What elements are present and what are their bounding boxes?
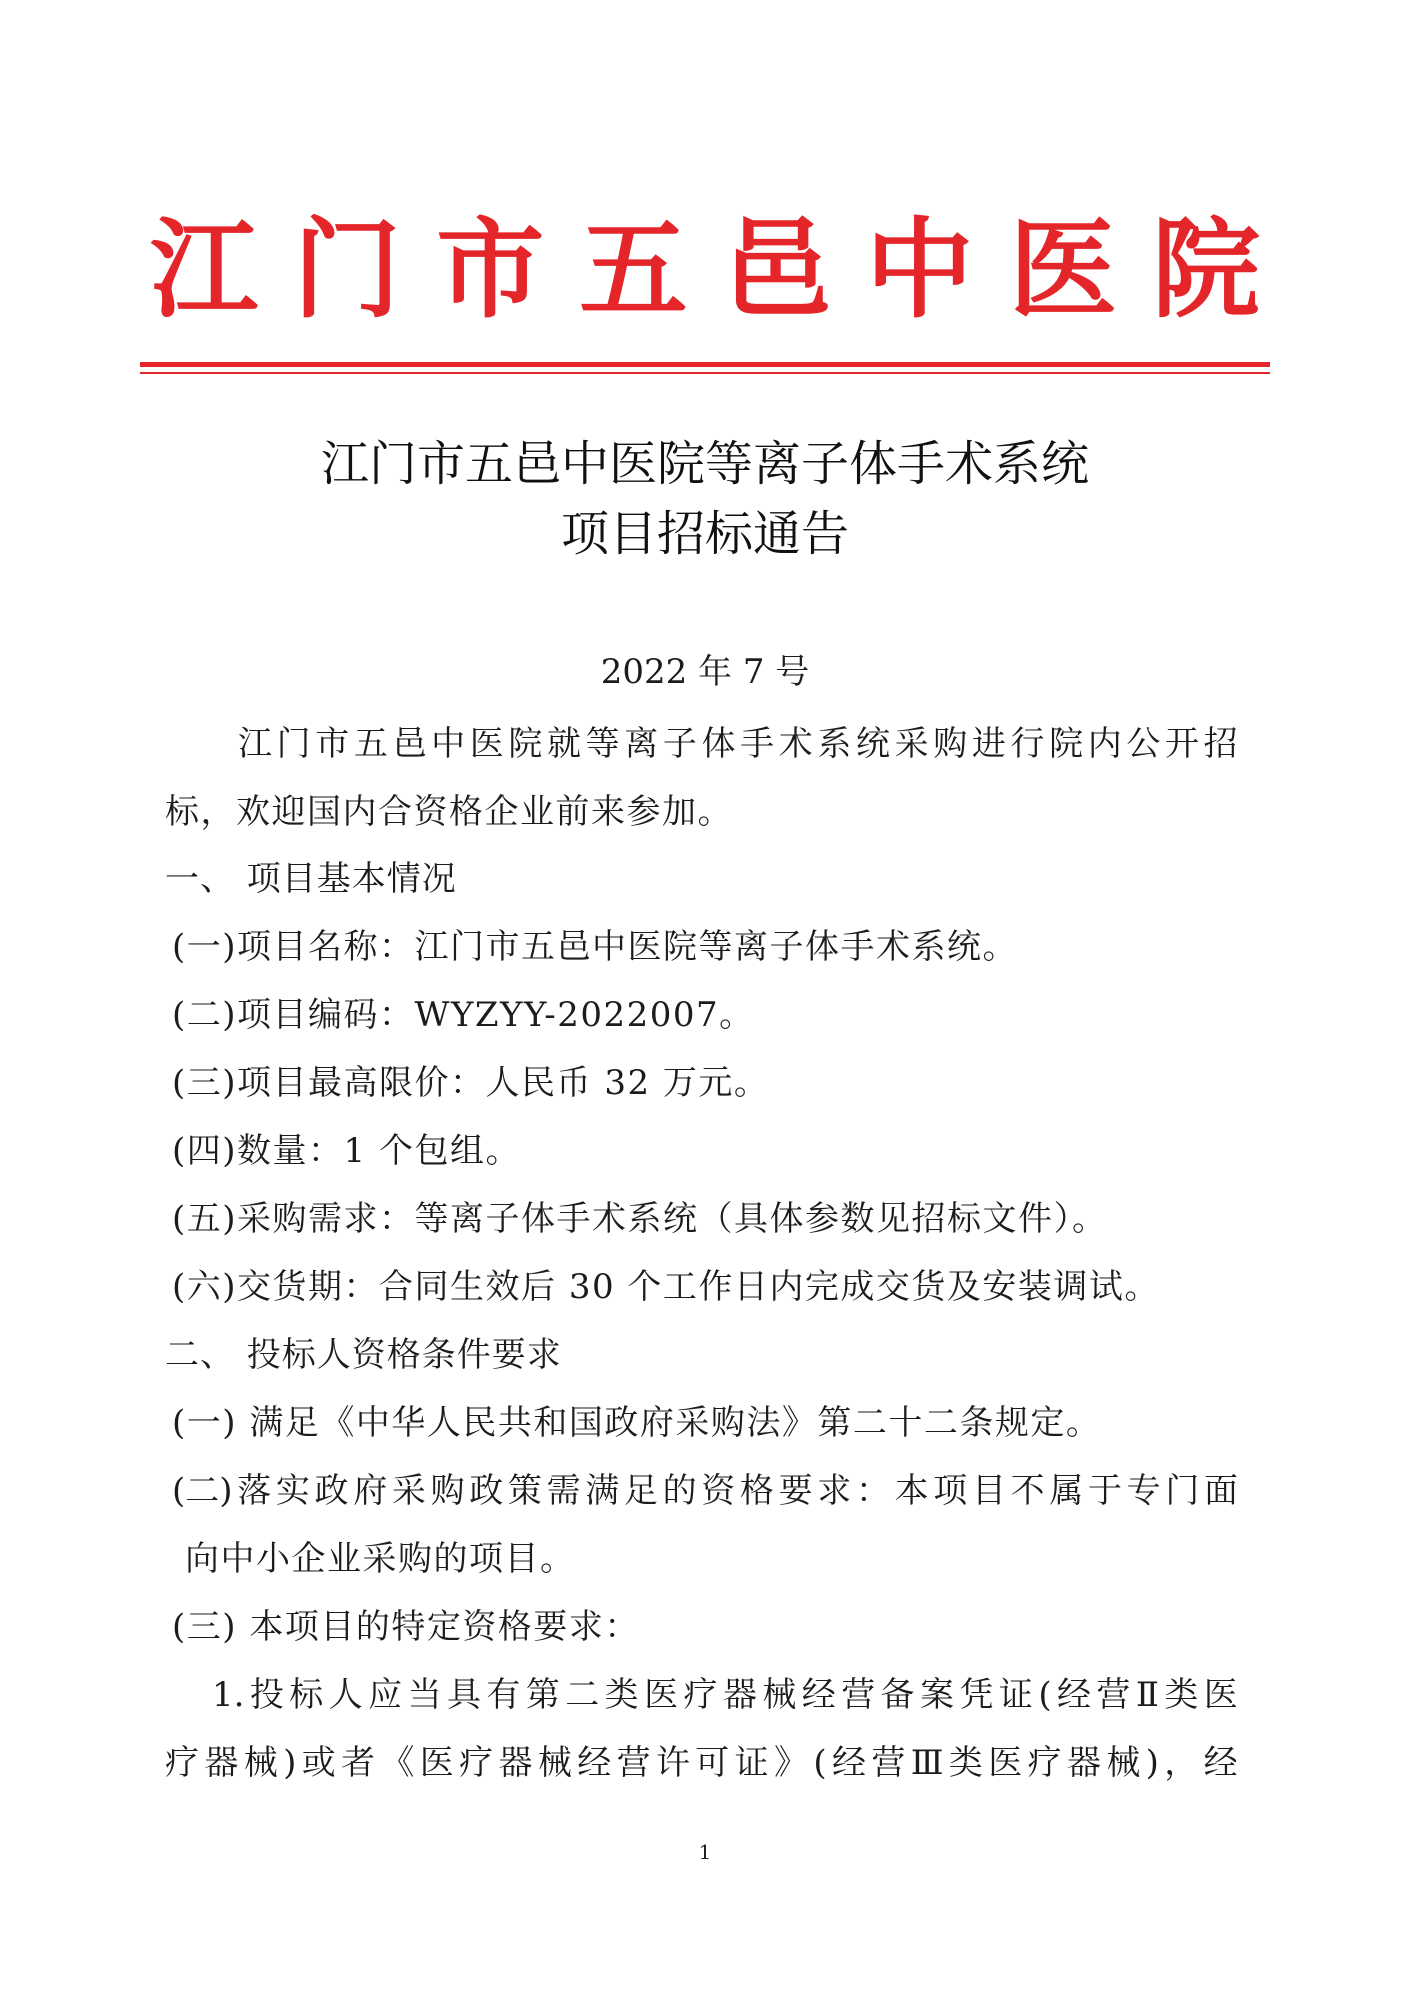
letterhead-char: 院 [1151,207,1260,333]
letterhead-char: 门 [293,207,402,333]
section-2-item-1: (一) 满足《中华人民共和国政府采购法》第二十二条规定。 [172,1403,1102,1443]
letterhead-char: 医 [1008,207,1117,333]
letterhead-char: 市 [436,207,545,333]
intro-line-1: 江 门 市 五 邑 中 医 院 就 等 离 子 体 手 术 系 统 采 购 进 行 院 内 公 开 招 [238,724,1238,764]
section-2-sub-1-line-1: 1. 投 标 人 应 当 具 有 第 二 类 医 疗 器 械 经 营 备 案 凭 证 ( 经 营 Ⅱ 类 医 [212,1675,1238,1715]
section-2-item-2-line-2: 向中小企业采购的项目。 [185,1539,576,1579]
section-1-item: (六)交货期：合同生效后 30 个工作日内完成交货及安装调试。 [172,1267,1160,1307]
section-2-heading: 二、 投标人资格条件要求 [165,1335,562,1375]
document-number: 2022 年 7 号 [600,652,810,692]
letterhead-char: 江 [150,207,259,333]
section-1-item: (五)采购需求：等离子体手术系统（具体参数见招标文件）。 [172,1199,1108,1239]
section-1-item: (四)数量：1 个包组。 [172,1131,521,1171]
letterhead-rule-thick [140,362,1270,367]
letterhead [150,205,1260,335]
letterhead-char: 五 [579,207,688,333]
section-1-item: (一)项目名称：江门市五邑中医院等离子体手术系统。 [172,927,1019,967]
section-1-item: (二)项目编码：WYZYY-2022007。 [172,995,755,1035]
section-1-heading: 一、 项目基本情况 [165,859,457,899]
page-number: 1 [698,1840,712,1864]
section-2-sub-1-line-2: 疗 器 械 ) 或 者 《 医 疗 器 械 经 营 许 可 证 》 ( 经 营 Ⅲ 类 医 疗 器 械 ) ， 经 [165,1743,1238,1783]
letterhead-char: 邑 [722,207,831,333]
letterhead-rule-thin [140,372,1270,374]
section-2-item-3: (三) 本项目的特定资格要求： [172,1607,640,1647]
section-2-item-2-line-1: (二) 落 实 政 府 采 购 政 策 需 满 足 的 资 格 要 求 ： 本 项 目 不 属 于 专 门 面 [172,1471,1238,1511]
document-title-line-1: 江门市五邑中医院等离子体手术系统 [320,436,1089,492]
section-1-item: (三)项目最高限价：人民币 32 万元。 [172,1063,770,1103]
document-title-line-2: 项目招标通告 [560,506,849,562]
letterhead-char: 中 [865,207,974,333]
intro-line-2: 标，欢迎国内合资格企业前来参加。 [165,792,733,832]
